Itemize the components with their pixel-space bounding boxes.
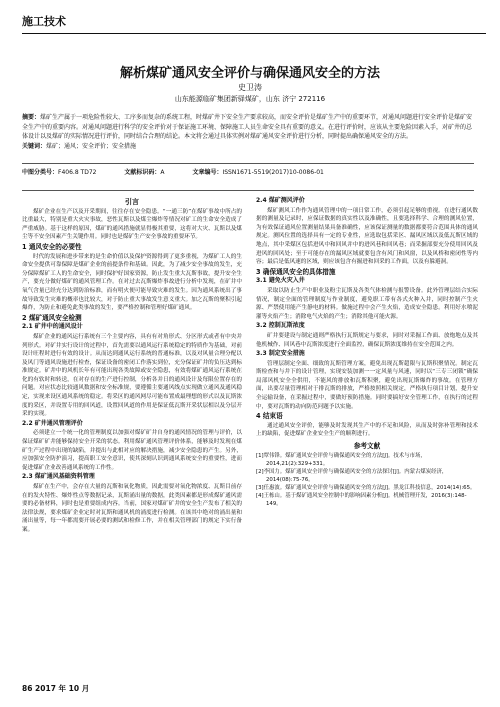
intro-paragraph: 煤矿企业在生产以及开采期间，往往存在安全隐患。“一通三防”在煤矿事故中所占的比重最大，特别是重大火灾事故，恶性瓦斯以及煤尘爆炸等情况对矿工的生命安全造成了严重威胁。基于这样的原因，煤矿的通风措施就显得极其重要，这将对大灾、瓦斯以及煤尘等不安全因素产生关键作用。同时也是煤矿生产安全事故的重要环节。 bbox=[22, 208, 242, 241]
intro-heading: 引言 bbox=[125, 198, 139, 206]
author-affiliation: 山东能源临矿集团新驿煤矿，山东 济宁 272116 bbox=[174, 95, 326, 103]
article-metadata bbox=[22, 168, 474, 178]
abstract-text: 煤矿生产属于一项危险性较大、工序多而复杂的系统工程，时煤矿井下安全生产要求较高，而安全评价是煤矿生产中的重要环节，对通风问题进行安全评价是煤矿安全生产中的重要内容。对通风问题进行科学的安全评价对于保证施工环境、保障施工人员生命安全具有重要的意义。在进行评价时，应该从主要危险因素入手，对矿井的总体设计以及煤矿的实际情况进行评价，同时结合合理的结论。本文将会通过具体实例对煤矿通风安全评价进行分析，同时提出确保通风安全的方法。 bbox=[22, 114, 473, 141]
reference-item: [1]覃伟锋。煤矿通风安全评价与确保通风安全的方法[J]。技术与市场，2014,21(2):329+331。 bbox=[256, 452, 426, 467]
section-3-1-heading: 3.1 避免火灾入井 bbox=[256, 277, 305, 285]
section-2-2-heading: 2.2 矿井通风管理评价 bbox=[22, 419, 83, 427]
article-author: 史卫涛 bbox=[238, 83, 262, 92]
doc-code-label: 文献标识码： bbox=[124, 169, 161, 176]
section-3-3-heading: 3.3 制定安全措施 bbox=[256, 350, 305, 358]
clc-label: 中图分类号： bbox=[22, 169, 59, 176]
section-2-1-heading: 2.1 矿井中的通风设计 bbox=[22, 323, 83, 331]
section-4-paragraph: 通过通风安全评价，能够及时发现其生产中的不足和风险，从而及时弥补管理和技术上的缺陷，促进煤矿企业安全生产的顺利进行。 bbox=[256, 422, 478, 438]
section-3-heading: 3 确保通风安全的具体措施 bbox=[256, 267, 336, 276]
section-3-3-paragraph: 管理层制定全面、细致的瓦斯管理方案，避免出现瓦斯超限与瓦斯积聚情况。制定瓦斯检查和与井下的设计管理，实现安装加测一一定风量与风速，同时以“三专三闭锁”确保局部风机安全全供用，不能风的排放和瓦斯积聚，避免出现瓦斯爆炸的事故。在管理方面，出要尽量管理相对于排瓦斯的排放，严格按照相关规定，严格执行项目计划，提升安全运输设备，在采掘过程中，要做好预防措施。同时要搞好安全管理工作，在执行的过程中，要对瓦斯的动向防范问题予以实施。 bbox=[256, 360, 478, 410]
section-2-heading: 2 煤矿通风安全检测 bbox=[22, 313, 82, 322]
section-2-1-paragraph: 煤矿企业的通风运行系统有三个主要内容，具有有对角形式、分区形式或者有中央并列形式。对矿井实行设计的过程中，首先需要以通风运行系统稳定的特质作为基础，对前设计旺程时进行有效的设计。从而达到通风运行系统的普通标准，以及对风量合理分配以及风门等通风设施进行检查，保证设备的密闭工作落实到位，充分保证矿井的负压达到标准规定。矿井中的风机长年有可能出现各类故障或安全隐患，有效将煤矿通风运行系统在化的有软时和转送，在对存在的生产进行控制，分析各并日的通风设计及每限位置存在的问题。对应状态比较通风数据和安全标准规，要遵循主要通风线点实现做立通风及通风稳定，实现来设区通风系统的稳定。将采区的通风网尽可能布置成最理想的形式以及瓦斯浓度的采区，并设置专用的回风道，设置回风道的作用是保证低瓦斯开采状层相以及分层开采的实现。 bbox=[22, 333, 242, 418]
clc-value: F406.8 TD72 bbox=[58, 169, 97, 176]
abstract-label: 摘要： bbox=[22, 114, 41, 121]
section-3-2-heading: 3.2 控制瓦斯浓度 bbox=[256, 322, 305, 330]
section-2-4-heading: 2.4 煤矿测风评价 bbox=[256, 197, 305, 204]
abstract-block bbox=[22, 113, 474, 151]
page-footer: 86 2017 年 10 月 bbox=[22, 684, 90, 693]
article-no-value: ISSN1671-5519(2017)10-0086-01 bbox=[222, 169, 324, 176]
reference-item: [2]李国力。煤矿通风安全评价与确保通风安全的方法探讨[J]。内蒙古煤炭经济，2014(08):75-76。 bbox=[256, 468, 448, 483]
section-2-4-paragraph: 煤矿测风工作作为通风管理中的一项日常工作，必须引起足够的重视。在进行通风数据的测量及记录时，应保证数据的真实性以及准确性，且要选择科学、合理的测风位置，为有效保证通风位置测量结果具备准确性，应该保证测量的数据都要符合范围具体的通风规定。测风位置的选择具有一定的专业性，应选取包括采区、漏风区域以及低瓦斯区域的地点，其中采煤区包括进风中和回风并中的进风巷和回风巷；而采掘部要充分使用回风及进风的回风处；至于可能存在的漏风区域就要包含有风门和风窗，以及风桥和密闭性等内容；最后是低风速的区域，则应该包含有掘进和回采的工作面，以及有躲避洞。 bbox=[256, 207, 478, 266]
doc-code-value: A bbox=[160, 169, 165, 176]
keywords-text: 煤矿；通风；安全评价；安全措施 bbox=[46, 142, 137, 150]
reference-item: [4]王栋山。基于煤矿通风安全控制中的影响因素分析[J]。机械管理开发，2016(3):148-149。 bbox=[256, 492, 467, 507]
meta-rule-top bbox=[22, 163, 474, 164]
section-1-paragraph: 时代的发展和进步带来的是生命价值以及保护资源得到了更多重视，为煤矿工人的生命安全提供可靠保障是煤矿企业的前提条件和基础。因此，为了减少安全事故的发生，充分保障煤矿工人的生命安全，同时保护好国家资源，防止发生重大瓦斯事故，提升安全生产，要充分做好煤矿的通风管理工作。在对过去瓦斯爆炸事故进行分析中发现，在矿井中氧气含量已经充分达到防治标准，而有明火便可能导致灾难的发生。因为通风系统出了事故导致发生灾难的概率也比较大，对于防止重大事故发生意义重大。加之瓦斯的聚积引起爆炸，为防止和避免此类事故的发生，要严格控制和管理好煤矿通风。 bbox=[22, 253, 242, 312]
right-column bbox=[256, 196, 478, 508]
section-4-heading: 4 结束语 bbox=[256, 412, 283, 421]
reference-item: [3]任惠波。煤矿通风安全评价与确保通风安全的方法[J]。黑龙江科技信息，2014(14):65。 bbox=[256, 484, 476, 491]
header-rule bbox=[22, 33, 486, 34]
left-column bbox=[22, 196, 242, 535]
article-no-label: 文章编号： bbox=[192, 169, 223, 176]
section-2-3-paragraph: 煤矿在生产中，会存在大量的瓦斯和氧化物质，因此需要对氧化物浓度、瓦斯目前存在的发火特性、爆炸性点等数据记录，瓦斯涌出量的数据，此类因素都是形成煤矿通风需要的必备材料，同时也是重要组成内容。当前，国家对煤矿矿井的安全生产发布了相关的法律法规，要求煤矿企业定时对瓦斯和通风机的涌度进行检测。在该其中绝对的涌出量和涌出量等，每一年都需要开展必要的测试和检修工作，并在相关管理部门的规定下实行备案。 bbox=[22, 484, 242, 533]
references-heading: 参考文献 bbox=[353, 442, 381, 451]
section-header: 施工技术 bbox=[22, 15, 66, 28]
keywords-label: 关键词： bbox=[22, 142, 47, 150]
section-2-2-paragraph: 必须建立一个统一化的管理制度以加强对煤矿矿井自身的通风情况的管理与评价，以保证煤矿矿井能够保持安全开采的状态。利用煤矿通风管理评价体系，能够及时发现在煤矿生产过程中出现的缺陷，并提出与此相对应的解决措施，减少安全隐患的产生。另外，应加强安全防护演习，提高职工安全意识，使其深刻认识到通风系统安全的重要性，进而促进煤矿企业改善通风系统的工作性。 bbox=[22, 430, 242, 471]
article-title: 解析煤矿通风安全评价与确保通风安全的方法 bbox=[119, 66, 380, 81]
section-1-heading: 1 通风安全的必要性 bbox=[22, 242, 82, 251]
section-3-1-paragraph: 采取以防止生产中职业及粉尘瓦斯及各类气体检测与报警设备。此外管理层结合实际情况，制定全面的管理制度与作业制度，避免职工带有各式火种入井，同时控制产生火源、严禁使用能产生静电的材料。做施过程中会产生火焰，造成安全隐患。利用好水喷泥灌等火焰产生；消除电气火焰的产生；消除其他可能火源。 bbox=[256, 287, 478, 320]
section-2-3-heading: 2.3 煤矿通风基础资料管理 bbox=[22, 473, 95, 481]
meta-rule-bottom bbox=[22, 190, 474, 191]
section-3-2-paragraph: 矿井要建设与制定通则严格执行瓦斯规定与要求，同时对采掘工作面、放炮地点及其他机械作、回风巷中瓦斯浓度进行全面监控，确保瓦斯浓度维持在安全范围之内。 bbox=[256, 332, 478, 348]
